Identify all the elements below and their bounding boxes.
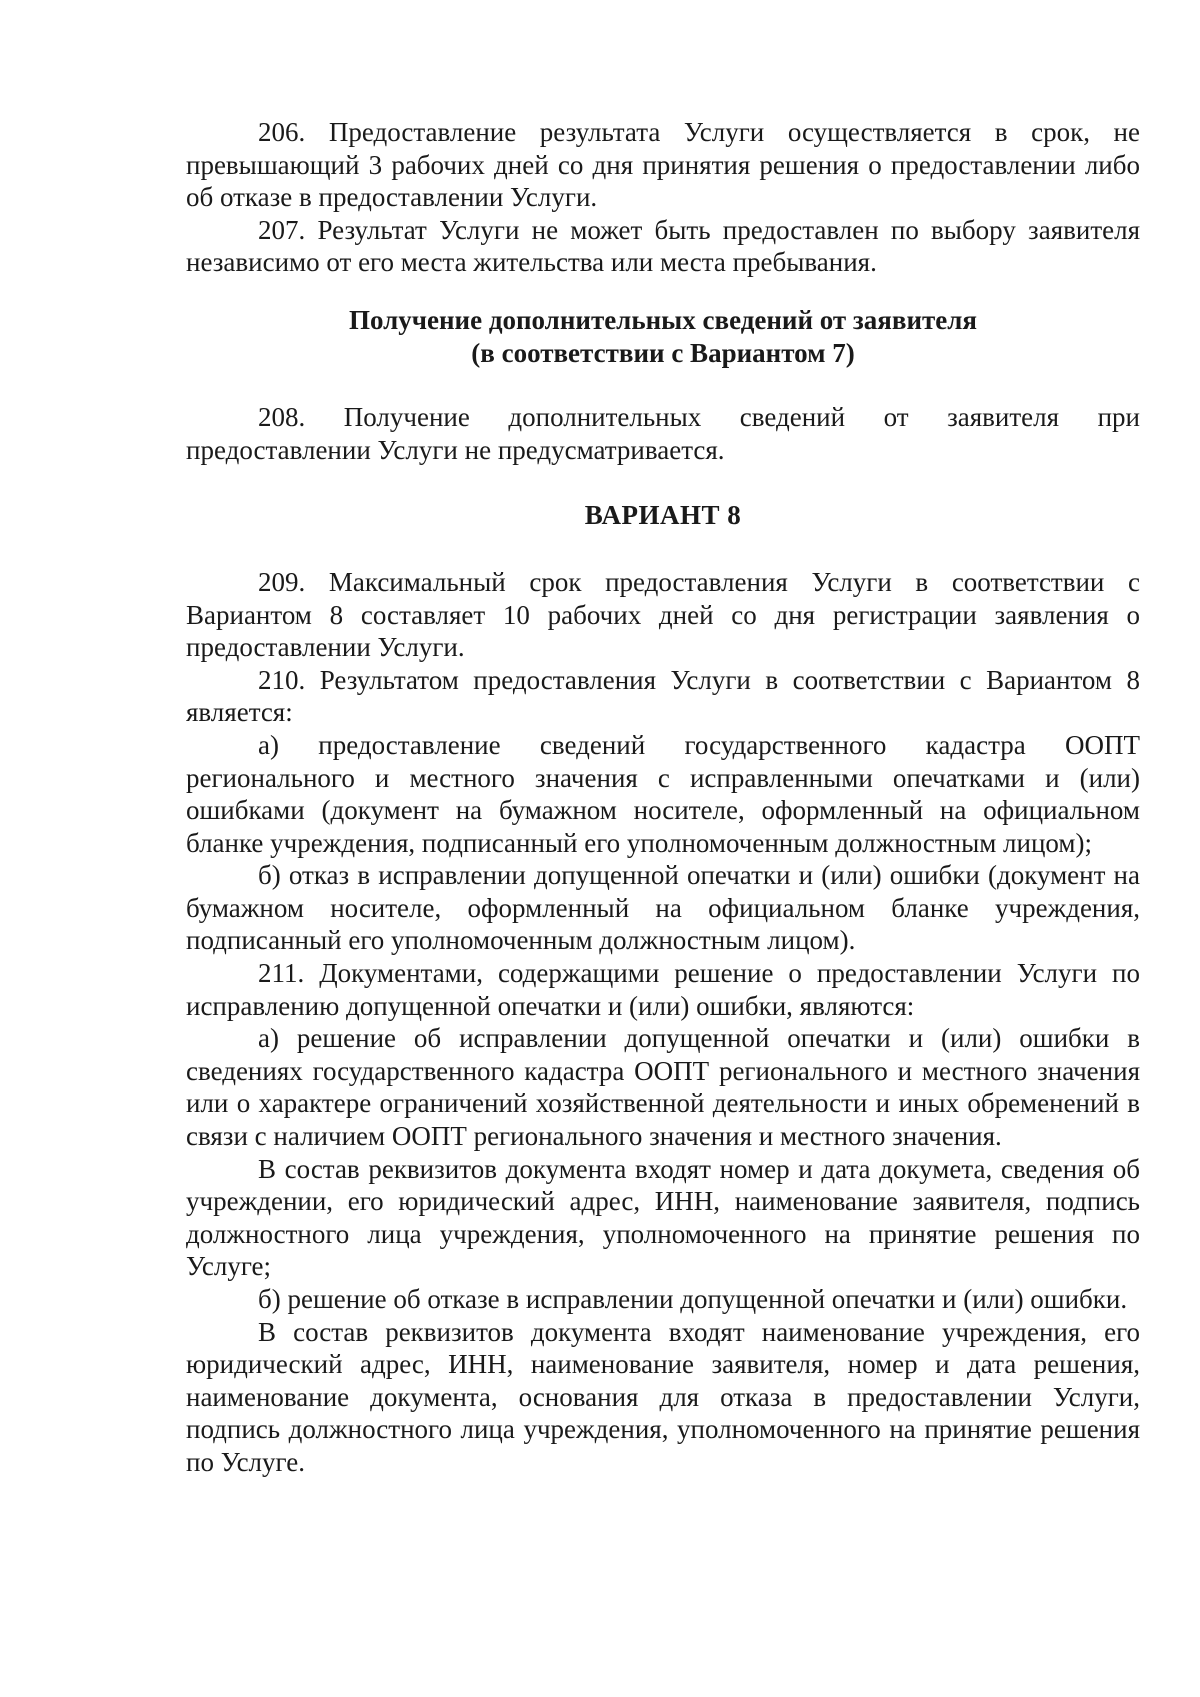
paragraph-requisites-b: В состав реквизитов документа входят наименование учреждения, его юридический адрес, ИНН, наименование заявителя, номер и дата решения, наименование документа, основания для отказа в предоставлении Услуги, подпись должностного лица учреждения, уполномоченного на принятие решения по Услуге. [186, 1316, 1140, 1477]
paragraph-210-b: б) отказ в исправлении допущенной опечатки и (или) ошибки (документ на бумажном носителе, оформленный на официальном бланке учреждения, подписанный его уполномоченным должностным лицом). [186, 860, 1140, 956]
paragraph-210: 210. Результатом предоставления Услуги в соответствии с Вариантом 8 является: [186, 664, 1140, 728]
paragraph-211: 211. Документами, содержащими решение о предоставлении Услуги по исправлению допущенной опечатки и (или) ошибки, являются: [186, 958, 1140, 1021]
paragraph-209: 209. Максимальный срок предоставления Услуги в соответствии с Вариантом 8 составляет 10 рабочих дней со дня регистрации заявления о предоставлении Услуги. [186, 566, 1140, 663]
spacer [186, 466, 1140, 499]
paragraph-206: 206. Предоставление результата Услуги осуществляется в срок, не превышающий 3 рабочих дней со дня принятия решения о предоставлении либо об отказе в предоставлении Услуги. [186, 117, 1140, 213]
paragraph-207: 207. Результат Услуги не может быть предоставлен по выбору заявителя независимо от его места жительства или места пребывания. [186, 214, 1140, 278]
spacer [186, 532, 1140, 566]
variant-heading: ВАРИАНТ 8 [584, 500, 742, 531]
paragraph-208: 208. Получение дополнительных сведений от заявителя при предоставлении Услуги не предусматривается. [186, 402, 1140, 465]
section-heading-line-2: (в соответствии с Вариантом 7) [471, 337, 855, 368]
document-body [186, 116, 1140, 1479]
spacer [186, 279, 1140, 304]
paragraph-211-a: а) решение об исправлении допущенной опечатки и (или) ошибки в сведениях государственного кадастра ООПТ регионального и местного значения или о характере ограничений хозяйственной деятельности и иных обременений в связи с наличием ООПТ регионального значения и местного значения. [186, 1023, 1140, 1152]
paragraph-211-b: б) решение об отказе в исправлении допущенной опечатки и (или) ошибки. [258, 1284, 1128, 1314]
section-heading-line-1: Получение дополнительных сведений от заявителя [348, 304, 978, 335]
paragraph-210-a: а) предоставление сведений государственного кадастра ООПТ регионального и местного значения с исправленными опечатками и (или) ошибками (документ на бумажном носителе, оформленный на официальном бланке учреждения, подписанный его уполномоченным должностным лицом); [186, 729, 1140, 858]
paragraph-requisites-a: В состав реквизитов документа входят номер и дата докумета, сведения об учреждении, его юридический адрес, ИНН, наименование заявителя, подпись должностного лица учреждения, уполномоченного на принятие решения по Услуге; [186, 1153, 1140, 1282]
spacer [186, 369, 1140, 401]
